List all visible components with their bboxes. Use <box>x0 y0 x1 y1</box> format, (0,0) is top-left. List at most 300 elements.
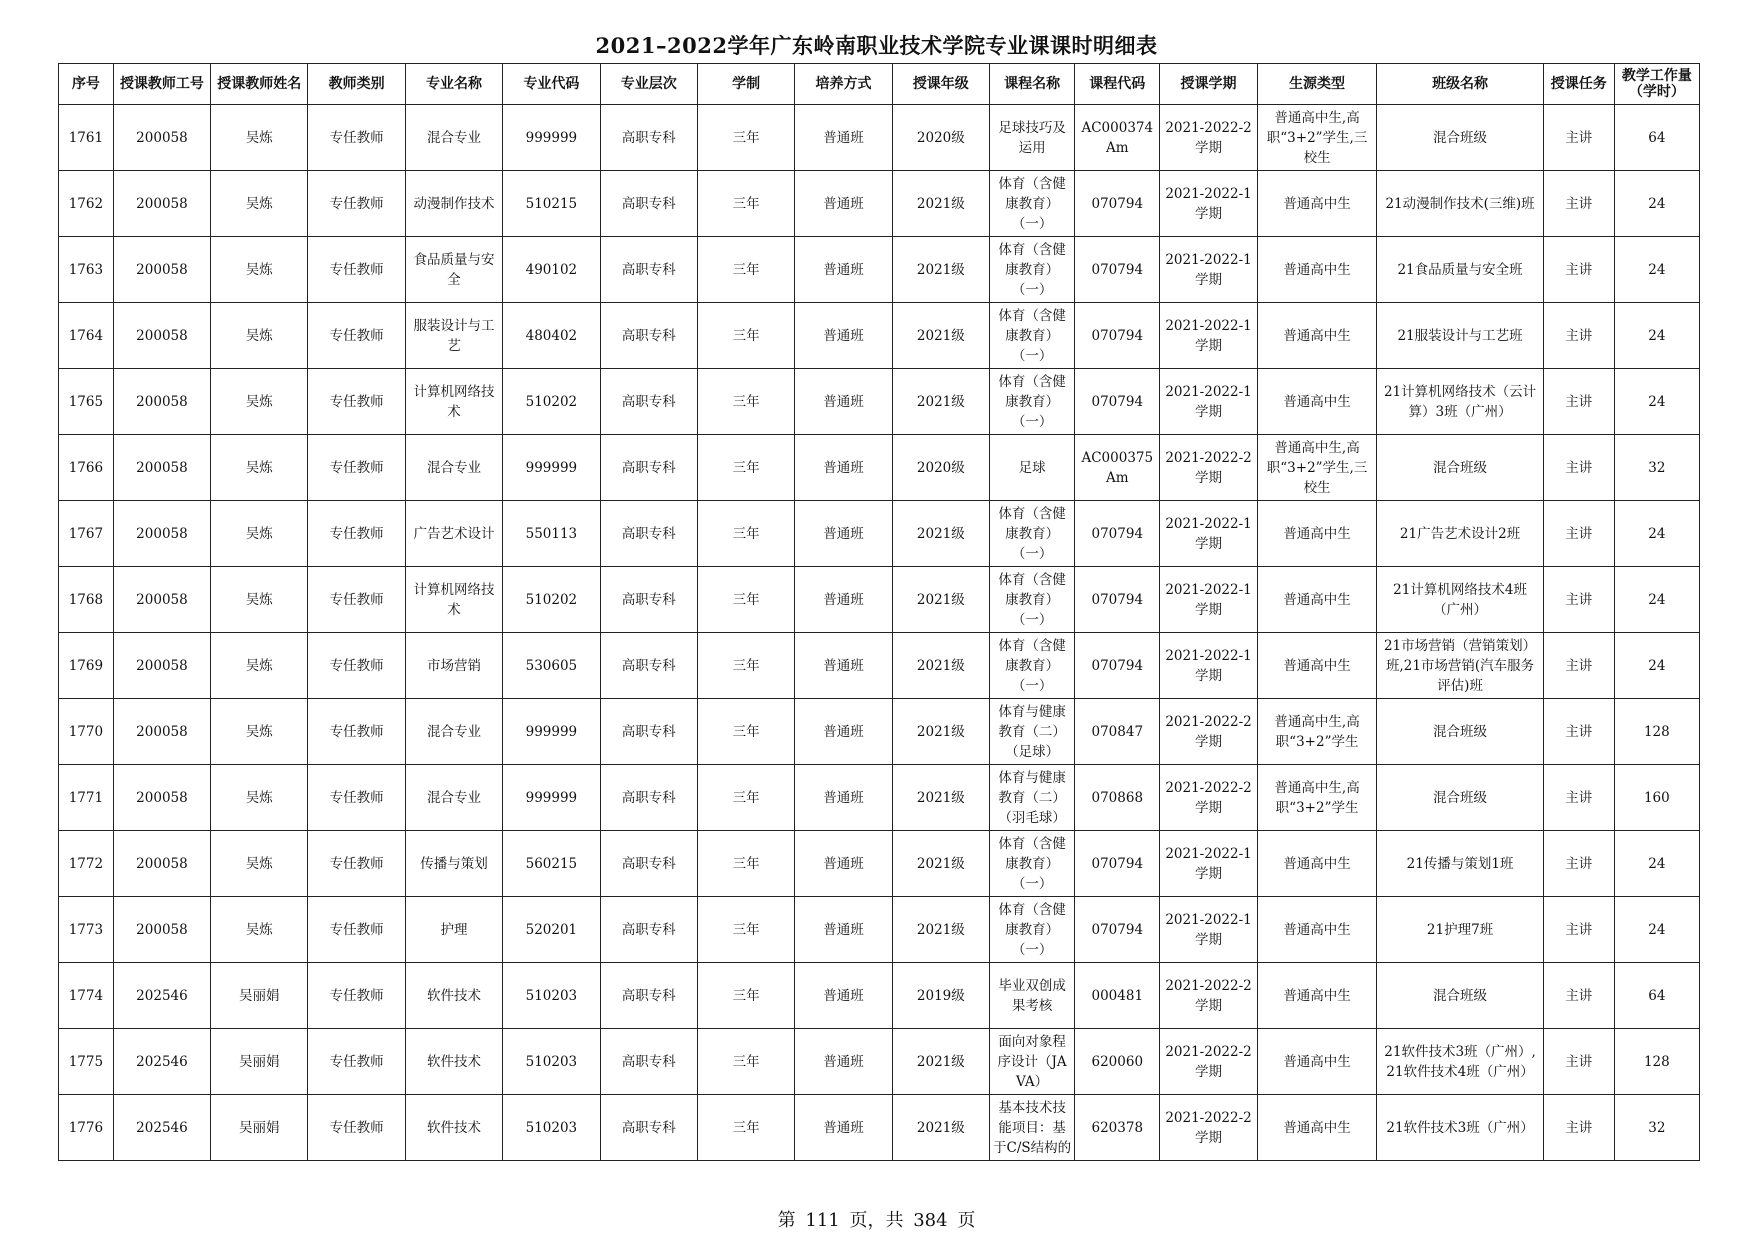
table-cell <box>1075 699 1160 765</box>
table-cell <box>405 699 502 765</box>
cell-text: 普通班 <box>823 327 864 344</box>
table-cell <box>113 1029 210 1095</box>
cell-text: 专任教师 <box>329 393 384 410</box>
table-cell <box>405 633 502 699</box>
table-cell <box>211 567 308 633</box>
table-cell <box>1543 1029 1614 1095</box>
cell-text: 2019级 <box>916 987 965 1004</box>
table-cell <box>1257 303 1377 369</box>
table-cell <box>59 435 114 501</box>
cell-text: 吴炼 <box>245 591 273 608</box>
table-cell <box>697 897 794 963</box>
cell-text: 21计算机网络技术（云计算）3班（广州） <box>1383 383 1537 420</box>
table-cell <box>1543 501 1614 567</box>
table-cell <box>503 501 600 567</box>
table-cell <box>600 765 697 831</box>
table-cell <box>211 963 308 1029</box>
cell-text: 专任教师 <box>329 459 384 476</box>
cell-text: 主讲 <box>1565 591 1593 608</box>
table-cell <box>308 963 405 1029</box>
cell-text: 主讲 <box>1565 195 1593 212</box>
cell-text: 510203 <box>525 987 578 1004</box>
cell-text: 三年 <box>732 393 760 410</box>
cell-text: 三年 <box>732 459 760 476</box>
table-cell <box>113 369 210 435</box>
cell-text: 21广告艺术设计2班 <box>1399 525 1521 542</box>
cell-text: 200058 <box>136 459 188 476</box>
table-cell <box>113 171 210 237</box>
table-cell <box>1377 699 1543 765</box>
table-cell <box>697 237 794 303</box>
cell-text: 软件技术 <box>427 1053 482 1070</box>
document-title: 2021–2022学年广东岭南职业技术学院专业课课时明细表 <box>595 33 1158 58</box>
cell-text: 计算机网络技术 <box>413 383 495 420</box>
cell-text: 2021-2022-1学期 <box>1165 911 1252 948</box>
table-cell <box>990 633 1075 699</box>
table-row <box>59 105 1700 171</box>
cell-text: 吴炼 <box>245 129 273 146</box>
cell-text: 专任教师 <box>329 657 384 674</box>
column-header: 生源类型 <box>1257 64 1377 105</box>
footer-total-pages: 384 <box>913 1210 948 1231</box>
table-cell <box>1543 171 1614 237</box>
table-cell <box>1160 567 1257 633</box>
table-cell <box>600 567 697 633</box>
cell-text: 2021-2022-2学期 <box>1165 713 1252 750</box>
table-cell <box>697 303 794 369</box>
cell-text: 1766 <box>68 459 104 476</box>
footer-prefix: 第 <box>777 1210 796 1231</box>
cell-text: 070794 <box>1091 195 1144 212</box>
table-cell <box>211 237 308 303</box>
cell-text: 21软件技术3班（广州）,21软件技术4班（广州） <box>1384 1043 1536 1080</box>
table-cell <box>697 435 794 501</box>
cell-text: 普通高中生,高职“3+2”学生,三校生 <box>1266 439 1368 496</box>
cell-text: 2021-2022-1学期 <box>1165 251 1252 288</box>
cell-text: 计算机网络技术 <box>413 581 495 618</box>
table-cell <box>405 501 502 567</box>
cell-text: 专任教师 <box>329 1119 384 1136</box>
table-cell <box>405 765 502 831</box>
table-cell <box>59 303 114 369</box>
cell-text: 主讲 <box>1565 987 1593 1004</box>
table-cell <box>1160 699 1257 765</box>
cell-text: 2021级 <box>916 393 965 410</box>
cell-text: 普通班 <box>823 1119 864 1136</box>
table-cell <box>308 765 405 831</box>
cell-text: 体育（含健康教育）（一） <box>998 901 1066 958</box>
cell-text: 高职专科 <box>621 1119 676 1136</box>
cell-text: 1772 <box>68 855 104 872</box>
table-cell <box>211 1029 308 1095</box>
cell-text: 体育与健康教育（二）（羽毛球） <box>998 769 1066 826</box>
table-cell <box>600 369 697 435</box>
table-cell <box>503 303 600 369</box>
table-cell <box>1160 435 1257 501</box>
cell-text: 1762 <box>68 195 104 212</box>
table-cell <box>113 831 210 897</box>
table-cell <box>1075 105 1160 171</box>
table-cell <box>1160 831 1257 897</box>
table-cell <box>211 897 308 963</box>
table-cell <box>1614 567 1699 633</box>
table-cell <box>1543 699 1614 765</box>
table-cell <box>1377 567 1543 633</box>
cell-text: 高职专科 <box>621 525 676 542</box>
cell-text: 200058 <box>136 723 188 740</box>
table-row <box>59 435 1700 501</box>
table-cell <box>990 1029 1075 1095</box>
table-cell <box>892 237 989 303</box>
table-cell <box>503 435 600 501</box>
cell-text: 高职专科 <box>621 129 676 146</box>
table-cell <box>600 435 697 501</box>
table-cell <box>113 1095 210 1161</box>
table-cell <box>503 831 600 897</box>
table-cell <box>1257 831 1377 897</box>
cell-text: 2021级 <box>916 723 965 740</box>
cell-text: 混合专业 <box>427 723 482 740</box>
table-cell <box>990 831 1075 897</box>
table-row <box>59 501 1700 567</box>
table-cell <box>1377 171 1543 237</box>
table-cell <box>795 897 892 963</box>
cell-text: 2021-2022-1学期 <box>1165 515 1252 552</box>
cell-text: 普通班 <box>823 393 864 410</box>
footer-suffix: 页 <box>957 1210 976 1231</box>
table-cell <box>1377 897 1543 963</box>
cell-text: 体育（含健康教育）（一） <box>998 241 1066 298</box>
table-cell <box>503 963 600 1029</box>
cell-text: 普通高中生 <box>1283 657 1351 674</box>
cell-text: 高职专科 <box>621 987 676 1004</box>
column-header: 课程代码 <box>1075 64 1160 105</box>
table-cell <box>990 171 1075 237</box>
table-cell <box>1075 501 1160 567</box>
cell-text: 体育（含健康教育）（一） <box>998 505 1066 562</box>
table-cell <box>503 633 600 699</box>
table-row <box>59 765 1700 831</box>
table-row <box>59 171 1700 237</box>
table-cell <box>795 567 892 633</box>
table-cell <box>990 897 1075 963</box>
cell-text: 1764 <box>68 327 104 344</box>
table-cell <box>405 105 502 171</box>
cell-text: 专任教师 <box>329 855 384 872</box>
cell-text: 1770 <box>68 723 104 740</box>
table-cell <box>1160 765 1257 831</box>
cell-text: 510202 <box>525 591 578 608</box>
cell-text: 21服装设计与工艺班 <box>1397 327 1523 344</box>
cell-text: 软件技术 <box>427 987 482 1004</box>
cell-text: 200058 <box>136 393 188 410</box>
table-cell <box>1614 435 1699 501</box>
cell-text: 吴丽娟 <box>239 1053 280 1070</box>
table-cell <box>59 1029 114 1095</box>
column-header: 专业代码 <box>503 64 600 105</box>
table-cell <box>308 303 405 369</box>
table-cell <box>405 567 502 633</box>
cell-text: 普通班 <box>823 657 864 674</box>
table-cell <box>503 1095 600 1161</box>
cell-text: 999999 <box>525 459 578 476</box>
table-cell <box>600 171 697 237</box>
cell-text: 三年 <box>732 855 760 872</box>
cell-text: 主讲 <box>1565 657 1593 674</box>
table-cell <box>1075 765 1160 831</box>
cell-text: AC000374Am <box>1081 119 1154 156</box>
cell-text: 21市场营销（营销策划）班,21市场营销(汽车服务评估)班 <box>1383 637 1537 694</box>
cell-text: 24 <box>1648 195 1666 212</box>
cell-text: 普通高中生 <box>1283 855 1351 872</box>
table-cell <box>1160 171 1257 237</box>
table-cell <box>1543 963 1614 1029</box>
cell-text: 202546 <box>136 1053 188 1070</box>
cell-text: 普通高中生 <box>1283 195 1351 212</box>
cell-text: 2020级 <box>916 459 965 476</box>
page-footer <box>0 1206 1753 1232</box>
table-cell <box>503 237 600 303</box>
table-cell <box>1377 831 1543 897</box>
cell-text: 1767 <box>68 525 104 542</box>
cell-text: 2021-2022-1学期 <box>1165 647 1252 684</box>
cell-text: 普通高中生 <box>1283 1119 1351 1136</box>
table-row <box>59 237 1700 303</box>
cell-text: 混合班级 <box>1433 459 1488 476</box>
cell-text: 1768 <box>68 591 104 608</box>
table-cell <box>1160 897 1257 963</box>
cell-text: 体育（含健康教育）（一） <box>998 373 1066 430</box>
cell-text: 2021级 <box>916 195 965 212</box>
table-cell <box>1160 963 1257 1029</box>
table-cell <box>697 1095 794 1161</box>
cell-text: 吴炼 <box>245 393 273 410</box>
cell-text: 专任教师 <box>329 195 384 212</box>
cell-text: 2021-2022-2学期 <box>1165 977 1252 1014</box>
cell-text: 吴炼 <box>245 459 273 476</box>
table-cell <box>795 1095 892 1161</box>
table-cell <box>211 105 308 171</box>
cell-text: 128 <box>1643 1053 1670 1070</box>
table-header-row <box>59 64 1700 105</box>
table-cell <box>697 501 794 567</box>
table-cell <box>1075 831 1160 897</box>
column-header: 授课任务 <box>1543 64 1614 105</box>
table-cell <box>1377 765 1543 831</box>
table-cell <box>795 435 892 501</box>
cell-text: 吴丽娟 <box>239 987 280 1004</box>
table-cell <box>308 237 405 303</box>
table-cell <box>1377 1029 1543 1095</box>
cell-text: 1769 <box>68 657 104 674</box>
table-cell <box>405 963 502 1029</box>
table-cell <box>990 303 1075 369</box>
table-cell <box>697 963 794 1029</box>
cell-text: 2021-2022-2学期 <box>1165 1109 1252 1146</box>
cell-text: 普通高中生 <box>1283 327 1351 344</box>
cell-text: 128 <box>1643 723 1670 740</box>
table-cell <box>892 831 989 897</box>
table-cell <box>795 831 892 897</box>
cell-text: 吴炼 <box>245 723 273 740</box>
cell-text: 三年 <box>732 1119 760 1136</box>
table-cell <box>211 699 308 765</box>
table-cell <box>1160 1029 1257 1095</box>
cell-text: 202546 <box>136 987 188 1004</box>
table-cell <box>1257 105 1377 171</box>
column-header: 授课年级 <box>892 64 989 105</box>
cell-text: 200058 <box>136 261 188 278</box>
cell-text: 2021-2022-1学期 <box>1165 581 1252 618</box>
cell-text: 体育与健康教育（二）（足球） <box>998 703 1066 760</box>
cell-text: 专任教师 <box>329 261 384 278</box>
table-body <box>59 105 1700 1161</box>
table-cell <box>113 105 210 171</box>
table-cell <box>503 105 600 171</box>
table-cell <box>308 1029 405 1095</box>
cell-text: 21护理7班 <box>1426 921 1494 938</box>
table-cell <box>1257 369 1377 435</box>
cell-text: 三年 <box>732 987 760 1004</box>
cell-text: 24 <box>1648 657 1666 674</box>
table-cell <box>59 1095 114 1161</box>
table-cell <box>1543 303 1614 369</box>
table-cell <box>892 1095 989 1161</box>
table-cell <box>1257 435 1377 501</box>
table-cell <box>503 897 600 963</box>
cell-text: 普通班 <box>823 591 864 608</box>
cell-text: 2021-2022-1学期 <box>1165 383 1252 420</box>
table-cell <box>113 501 210 567</box>
cell-text: 510215 <box>525 195 578 212</box>
cell-text: 32 <box>1648 459 1666 476</box>
cell-text: 普通高中生,高职“3+2”学生 <box>1274 713 1360 750</box>
table-cell <box>405 171 502 237</box>
cell-text: 三年 <box>732 723 760 740</box>
table-cell <box>892 171 989 237</box>
cell-text: 2021-2022-2学期 <box>1165 779 1252 816</box>
table-cell <box>1257 699 1377 765</box>
cell-text: 专任教师 <box>329 1053 384 1070</box>
cell-text: 高职专科 <box>621 657 676 674</box>
cell-text: 体育（含健康教育）（一） <box>998 571 1066 628</box>
cell-text: 200058 <box>136 921 188 938</box>
table-cell <box>600 699 697 765</box>
cell-text: 软件技术 <box>427 1119 482 1136</box>
cell-text: 550113 <box>525 525 578 542</box>
table-row <box>59 633 1700 699</box>
cell-text: 足球 <box>1018 459 1046 476</box>
cell-text: 三年 <box>732 129 760 146</box>
table-cell <box>113 435 210 501</box>
table-cell <box>1614 1095 1699 1161</box>
table-cell <box>795 105 892 171</box>
cell-text: 24 <box>1648 525 1666 542</box>
table-cell <box>892 303 989 369</box>
table-cell <box>1160 501 1257 567</box>
cell-text: 21软件技术3班（广州） <box>1386 1119 1534 1136</box>
table-cell <box>405 369 502 435</box>
table-cell <box>1257 567 1377 633</box>
cell-text: 24 <box>1648 921 1666 938</box>
table-cell <box>1377 369 1543 435</box>
cell-text: 普通班 <box>823 987 864 1004</box>
table-cell <box>211 435 308 501</box>
cell-text: 070794 <box>1091 591 1144 608</box>
table-cell <box>600 633 697 699</box>
cell-text: 主讲 <box>1565 525 1593 542</box>
cell-text: 24 <box>1648 591 1666 608</box>
column-header: 教学工作量（学时） <box>1614 64 1699 105</box>
cell-text: 普通高中生 <box>1283 987 1351 1004</box>
cell-text: 吴炼 <box>245 921 273 938</box>
table-cell <box>1257 765 1377 831</box>
cell-text: 吴丽娟 <box>239 1119 280 1136</box>
column-header: 课程名称 <box>990 64 1075 105</box>
table-row <box>59 369 1700 435</box>
table-cell <box>1160 303 1257 369</box>
table-cell <box>1614 765 1699 831</box>
cell-text: 普通高中生 <box>1283 261 1351 278</box>
table-cell <box>59 171 114 237</box>
cell-text: 000481 <box>1091 987 1144 1004</box>
cell-text: 食品质量与安全 <box>413 251 495 288</box>
table-cell <box>600 831 697 897</box>
cell-text: 主讲 <box>1565 129 1593 146</box>
table-cell <box>1377 1095 1543 1161</box>
cell-text: 普通高中生,高职“3+2”学生,三校生 <box>1266 109 1368 166</box>
cell-text: 24 <box>1648 855 1666 872</box>
table-cell <box>308 897 405 963</box>
cell-text: 1763 <box>68 261 104 278</box>
table-cell <box>697 369 794 435</box>
cell-text: 普通班 <box>823 921 864 938</box>
table-cell <box>600 105 697 171</box>
table-cell <box>405 1029 502 1095</box>
cell-text: 620378 <box>1091 1119 1144 1136</box>
cell-text: 吴炼 <box>245 327 273 344</box>
cell-text: 24 <box>1648 261 1666 278</box>
table-row <box>59 567 1700 633</box>
table-cell <box>1614 633 1699 699</box>
footer-middle: 页，共 <box>849 1210 904 1231</box>
cell-text: 高职专科 <box>621 855 676 872</box>
cell-text: 专任教师 <box>329 987 384 1004</box>
cell-text: 1761 <box>68 129 104 146</box>
cell-text: 普通班 <box>823 459 864 476</box>
cell-text: 主讲 <box>1565 1119 1593 1136</box>
table-cell <box>113 303 210 369</box>
table-cell <box>892 567 989 633</box>
cell-text: 2021级 <box>916 525 965 542</box>
table-cell <box>1075 1095 1160 1161</box>
cell-text: 21动漫制作技术(三维)班 <box>1385 195 1535 212</box>
cell-text: 160 <box>1643 789 1670 806</box>
cell-text: 200058 <box>136 195 188 212</box>
cell-text: 普通高中生 <box>1283 525 1351 542</box>
table-cell <box>697 831 794 897</box>
table-cell <box>1614 303 1699 369</box>
table-cell <box>1075 897 1160 963</box>
cell-text: 1775 <box>68 1053 104 1070</box>
table-cell <box>405 303 502 369</box>
cell-text: 2021级 <box>916 327 965 344</box>
cell-text: 070868 <box>1091 789 1144 806</box>
cell-text: 专任教师 <box>329 327 384 344</box>
table-cell <box>211 633 308 699</box>
table-cell <box>990 369 1075 435</box>
cell-text: 高职专科 <box>621 723 676 740</box>
